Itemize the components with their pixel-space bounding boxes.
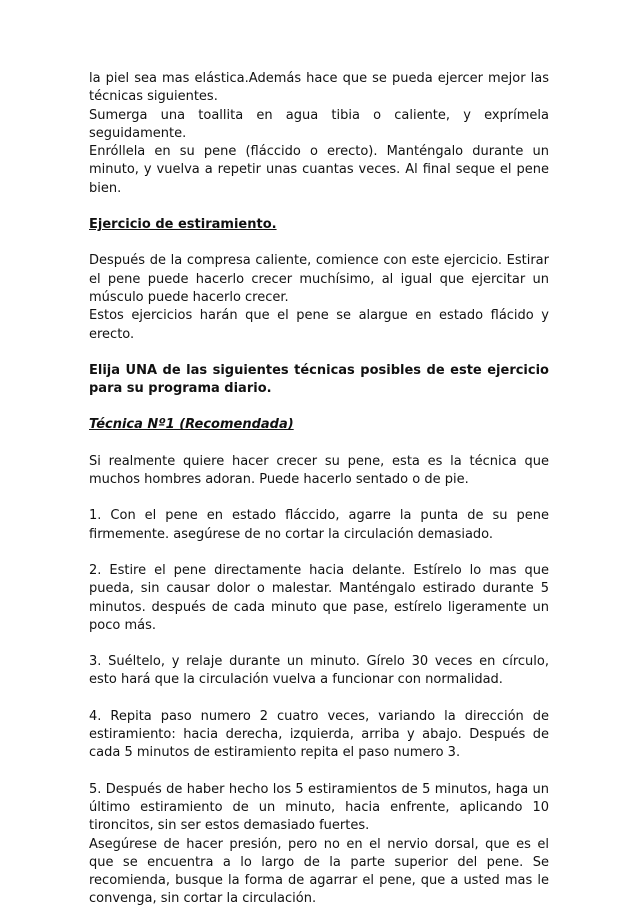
document-page bbox=[89, 70, 549, 909]
paragraph: la piel sea mas elástica.Además hace que se pueda ejercer mejor las técnicas siguientes. bbox=[89, 71, 549, 105]
section-heading: Ejercicio de estiramiento. bbox=[89, 217, 277, 233]
paragraph: Enróllela en su pene (fláccido o erecto). Manténgalo durante un minuto, y vuelva a repetir unas cuantas veces. Al final seque el pene bien. bbox=[89, 144, 549, 196]
paragraph: Después de la compresa caliente, comience con este ejercicio. Estirar el pene puede hacerlo crecer muchísimo, al igual que ejercitar un músculo puede hacerlo crecer. bbox=[89, 253, 549, 305]
paragraph: Si realmente quiere hacer crecer su pene, esta es la técnica que muchos hombres adoran. Puede hacerlo sentado o de pie. bbox=[89, 453, 549, 488]
step-paragraph: 3. Suéltelo, y relaje durante un minuto. Gírelo 30 veces en círculo, esto hará que la circulación vuelva a funcionar con normalidad. bbox=[89, 654, 549, 688]
paragraph: Asegúrese de hacer presión, pero no en el nervio dorsal, que es el que se encuentra a lo largo de la parte superior del pene. Se recomienda, busque la forma de agarrar el pene, que a usted mas le convenga, sin cortar la circulación. bbox=[89, 836, 549, 907]
bold-paragraph: Elija UNA de las siguientes técnicas posibles de este ejercicio para su programa diario. bbox=[89, 362, 549, 397]
step-paragraph: 5. Después de haber hecho los 5 estiramientos de 5 minutos, haga un último estiramiento de un minuto, hacia enfrente, aplicando 10 tironcitos, sin ser estos demasiado fuertes. bbox=[89, 781, 549, 834]
technique-heading: Técnica Nº1 (Recomendada) bbox=[89, 417, 294, 433]
step-paragraph: 1. Con el pene en estado fláccido, agarre la punta de su pene firmemente. asegúrese de no cortar la circulación demasiado. bbox=[89, 508, 549, 542]
paragraph: Sumerga una toallita en agua tibia o caliente, y exprímela seguidamente. bbox=[89, 107, 549, 141]
step-paragraph: 4. Repita paso numero 2 cuatro veces, variando la dirección de estiramiento: hacia derecha, izquierda, arriba y abajo. Después de cada 5 minutos de estiramiento repita el paso numero 3. bbox=[89, 708, 549, 761]
step-paragraph: 2. Estire el pene directamente hacia delante. Estírelo lo mas que pueda, sin causar dolor o malestar. Manténgalo estirado durante 5 minutos. después de cada minuto que pase, estírelo ligeramente un poco más. bbox=[89, 562, 549, 633]
paragraph: Estos ejercicios harán que el pene se alargue en estado flácido y erecto. bbox=[89, 308, 549, 342]
